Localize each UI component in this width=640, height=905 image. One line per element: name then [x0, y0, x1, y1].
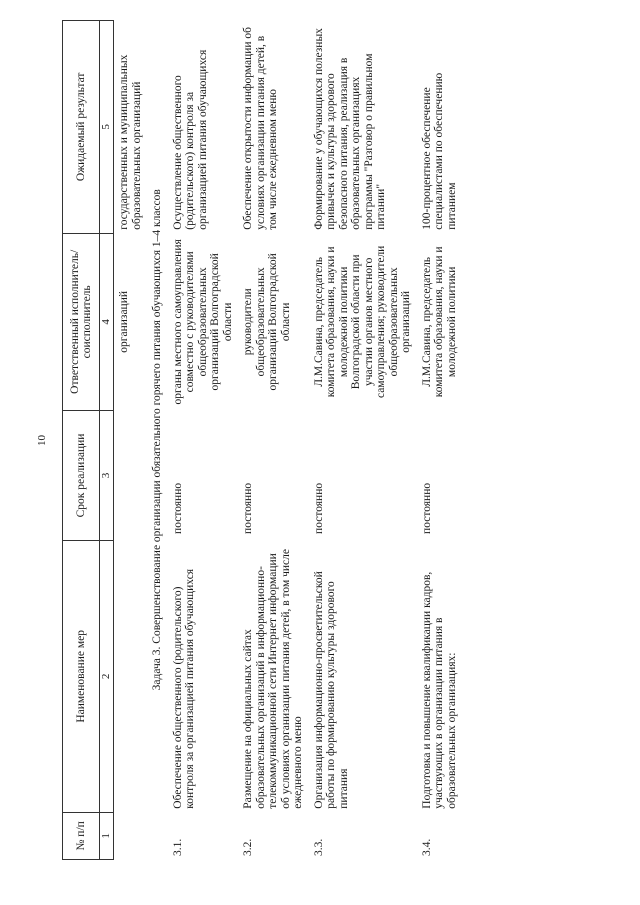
row-name: Организация информационно-просветительской работы по формированию культуры здорового питания — [312, 571, 350, 809]
page-number: 10 — [36, 435, 48, 446]
table-header-row — [63, 21, 100, 860]
row-result: Обеспечение открытости информации об условиях организации питания детей, в том числе ежедневном меню — [242, 26, 279, 230]
row-number: 3.1. — [171, 838, 184, 856]
row-number: 3.2. — [242, 838, 254, 856]
carryover-result: государственных и муниципальных образовательных организаций — [118, 54, 143, 230]
header-responsible: Ответственный исполнитель/соисполнитель — [63, 233, 100, 410]
table-row — [168, 21, 239, 860]
row-term: постоянно — [420, 482, 433, 534]
column-number: 2 — [100, 540, 114, 812]
table-row — [417, 21, 463, 860]
row-responsible: органы местного самоуправления совместно с руководителями общеобразовательных организаций Волгоградской области — [171, 239, 234, 405]
row-term: постоянно — [242, 482, 254, 534]
row-result: Осуществление общественного (родительского) контроля за организацией питания обучающихся — [171, 49, 209, 230]
row-result: Формирование у обучающихся полезных привычек и культуры здорового безопасного питания, реализация в образовательных организациях программы "Разговор о правильном питании" — [312, 28, 387, 230]
task-heading-row — [147, 21, 168, 860]
header-no: № п/п — [63, 812, 100, 859]
carryover-responsible: организаций — [118, 290, 130, 353]
document-sheet — [62, 20, 582, 860]
row-name: Обеспечение общественного (родительского) контроля за организацией питания обучающихся — [171, 568, 196, 809]
row-term: постоянно — [312, 482, 325, 534]
column-number-row — [100, 21, 114, 860]
row-number: 3.4. — [420, 838, 433, 856]
column-number: 4 — [100, 233, 114, 410]
task-heading: Задача 3. Совершенствование организации обязательного горячего питания обучающихся 1–4 классов — [151, 189, 163, 691]
row-responsible: Л.М.Савина, председатель комитета образования, науки и молодежной политики — [420, 246, 458, 398]
carryover-row — [114, 21, 148, 860]
table-row — [238, 21, 309, 860]
row-responsible: руководители общеобразовательных организаций Волгоградской области — [242, 253, 292, 391]
row-result: 100-процентное обеспечение специалистами по обеспечению питанием — [420, 72, 458, 230]
row-name: Подготовка и повышение квалификации кадров, участвующих в организации питания в образовательных организациях: — [420, 571, 458, 809]
row-name: Размещение на официальных сайтах образовательных организаций в информационно-телекоммуникационной сети Интернет информации об условиях организации питания детей, в том числе ежедневного меню — [242, 549, 304, 809]
row-term: постоянно — [171, 482, 184, 534]
column-number: 1 — [100, 812, 114, 859]
header-name: Наименование мер — [63, 540, 100, 812]
column-number: 5 — [100, 21, 114, 234]
row-number: 3.3. — [312, 838, 325, 856]
table-row — [309, 21, 417, 860]
measures-table — [62, 20, 462, 860]
column-number: 3 — [100, 410, 114, 540]
row-responsible: Л.М.Савина, председатель комитета образования, науки и молодежной политики Волгоградской области при участии органов местного самоуправления; руководители общеобразовательных организаций — [312, 245, 412, 399]
header-result: Ожидаемый результат — [63, 21, 100, 234]
header-term: Срок реализации — [63, 410, 100, 540]
